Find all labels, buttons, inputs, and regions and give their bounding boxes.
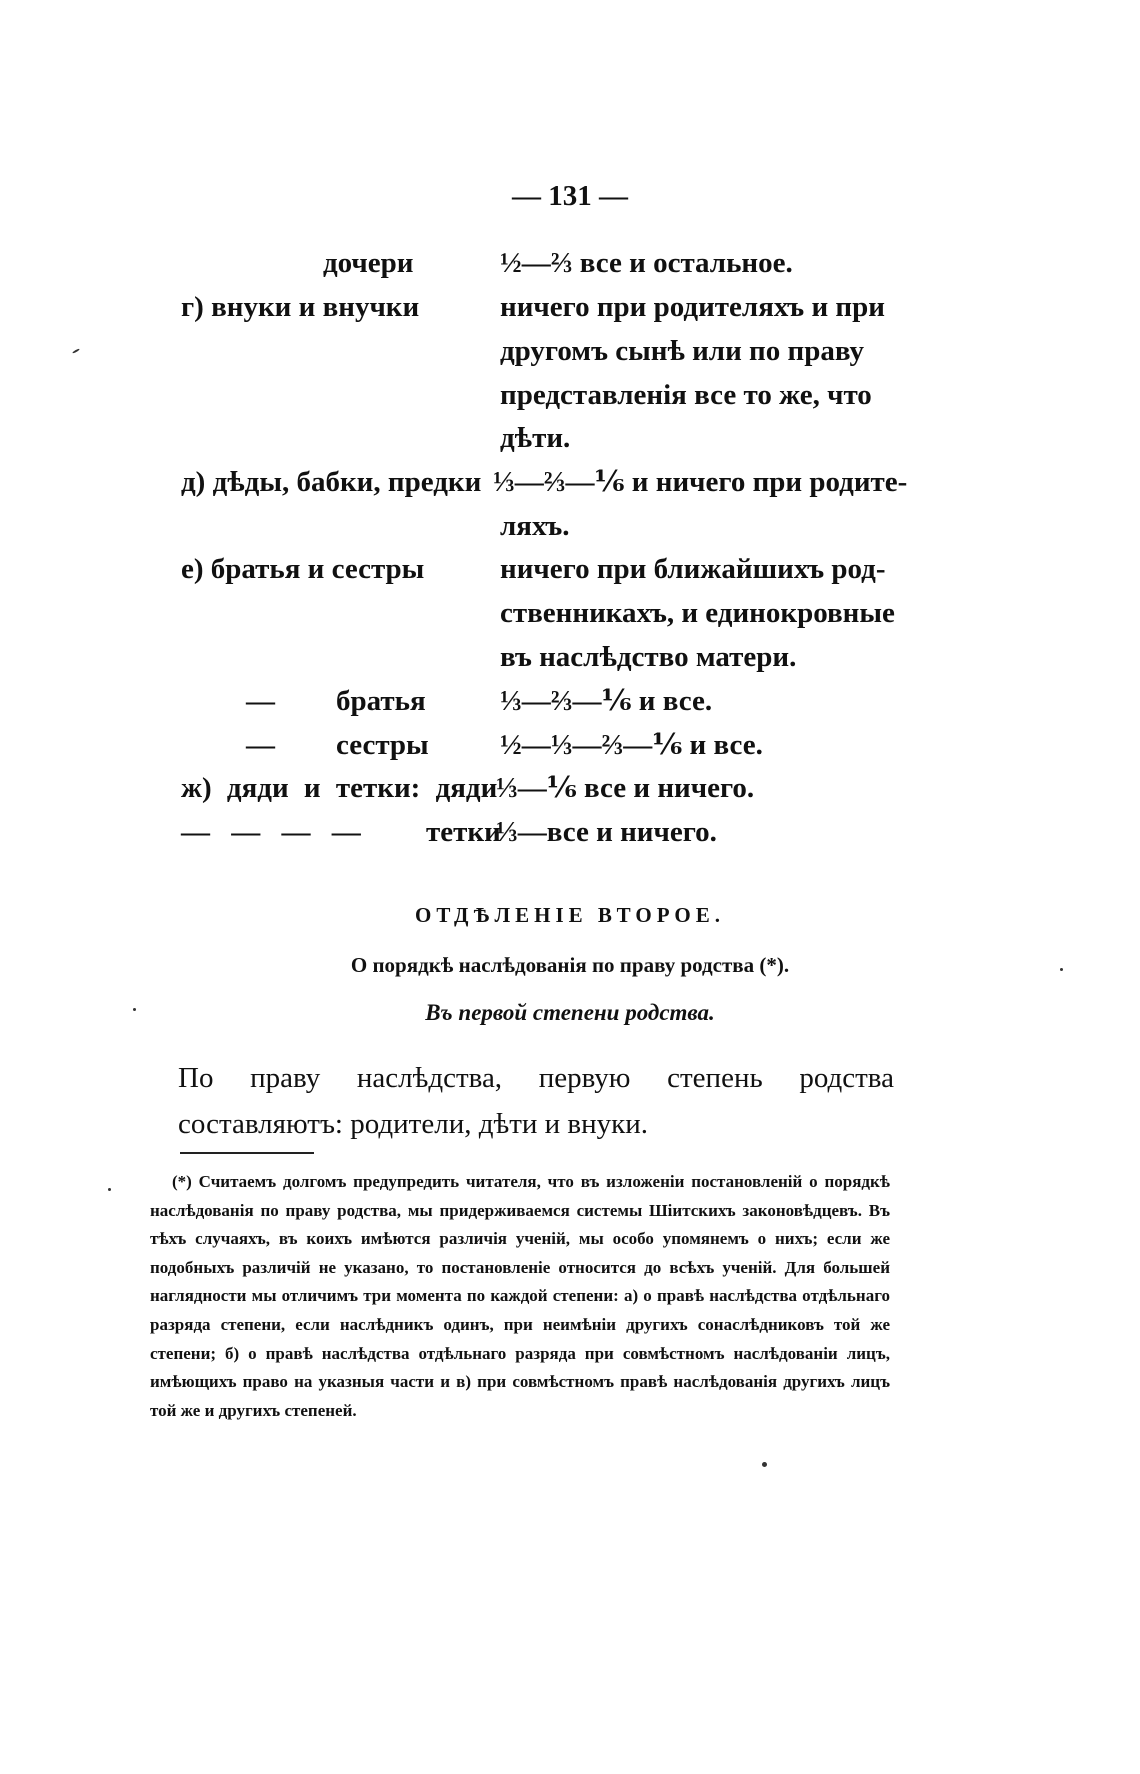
- table-right-cell: ⅓—⅔—⅙ и все.: [500, 685, 713, 717]
- table-left-cell: братья: [336, 685, 426, 717]
- scan-speck: [133, 1008, 136, 1011]
- table-right-cell: въ наслѣдство матери.: [500, 641, 797, 673]
- table-right-cell: ⅓—⅔—⅙ и ничего при родите-: [493, 466, 908, 498]
- table-right-cell: ственникахъ, и единокровные: [500, 597, 895, 629]
- table-right-cell: ½—⅓—⅔—⅙ и все.: [500, 729, 763, 761]
- scan-speck: [1060, 968, 1063, 971]
- table-left-cell: дочери: [323, 247, 414, 279]
- table-right-cell: представленія все то же, что: [500, 379, 872, 411]
- table-left-cell: е) братья и сестры: [181, 553, 425, 585]
- section-title: ОТДѢЛЕНІЕ ВТОРОЕ.: [414, 903, 725, 927]
- section-subtitle: О порядкѣ наслѣдованія по праву родства (*).: [350, 953, 790, 977]
- scan-speck: [72, 348, 80, 354]
- footnote: (*) Считаемъ долгомъ предупредить читателя, что въ изложеніи постановленій о порядкѣ наслѣдованія по праву родства, мы придерживаемся системы Шіитскихъ законовѣдцевъ. Въ тѣхъ случаяхъ, въ коихъ имѣются различія ученій, мы особо упомянемъ о нихъ; если же подобныхъ различій не указано, то постановленіе относится до всѣхъ ученій. Для большей наглядности мы отличимъ три момента по каждой степени: а) о правѣ наслѣдства отдѣльнаго разряда степени, если наслѣдникъ одинъ, при неимѣніи другихъ сонаслѣдниковъ той же степени; б) о правѣ наслѣдства отдѣльнаго разряда при совмѣстномъ наслѣдованіи лицъ, имѣющихъ право на указныя части и в) при совмѣстномъ правѣ наслѣдованія другихъ лицъ той же и другихъ степеней.: [150, 1172, 890, 1420]
- page-number: — 131 —: [512, 180, 628, 212]
- table-right-cell: ⅓—⅙ все и ничего.: [496, 772, 755, 804]
- degree-heading: Въ первой степени родства.: [425, 1000, 715, 1025]
- table-right-cell: ½—⅔ все и остальное.: [500, 247, 793, 279]
- table-dash: — — — —: [181, 816, 361, 848]
- table-right-cell: другомъ сынѣ или по праву: [500, 335, 865, 367]
- table-left-cell: ж) дяди и тетки: дяди: [181, 772, 498, 804]
- table-right-cell: ⅓—все и ничего.: [496, 816, 717, 848]
- table-right-cell: дѣти.: [500, 422, 571, 454]
- scan-speck: [762, 1462, 767, 1467]
- table-right-cell: ничего при родителяхъ и при: [500, 291, 885, 323]
- table-dash: —: [246, 685, 275, 717]
- table-left-cell: сестры: [336, 729, 429, 761]
- table-left-cell: тетки: [426, 816, 501, 848]
- table-left-cell: д) дѣды, бабки, предки: [181, 466, 482, 498]
- table-left-cell: г) внуки и внучки: [181, 291, 420, 323]
- body-paragraph: По праву наслѣдства, первую степень родства составляютъ: родители, дѣти и внуки.: [178, 1062, 894, 1140]
- table-right-cell: ляхъ.: [500, 510, 570, 542]
- scan-speck: [108, 1188, 111, 1191]
- table-right-cell: ничего при ближайшихъ род-: [500, 553, 886, 585]
- table-dash: —: [246, 729, 275, 761]
- footnote-divider: [180, 1152, 314, 1154]
